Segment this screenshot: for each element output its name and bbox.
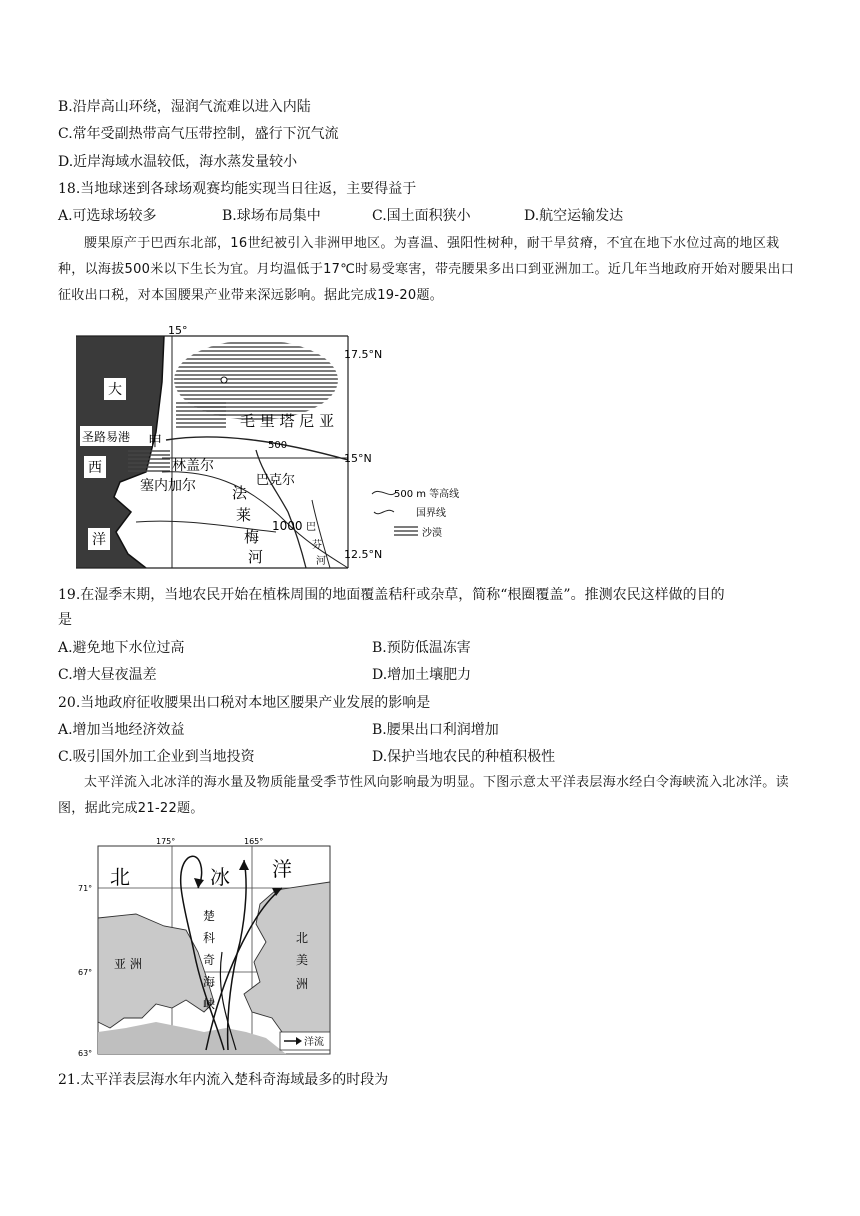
label-na-1: 北 bbox=[296, 931, 309, 945]
q19-option-d: D.增加土壤肥力 bbox=[372, 667, 472, 683]
label-strait-2: 科 bbox=[203, 931, 216, 945]
q20-option-d: D.保护当地农民的种植积极性 bbox=[372, 749, 556, 765]
label-strait-1: 楚 bbox=[203, 909, 216, 923]
label-bafing-1: 巴 bbox=[306, 522, 316, 533]
passage-bering bbox=[58, 770, 798, 822]
legend-current: 洋流 bbox=[304, 1037, 324, 1048]
label-contour-500: 500 bbox=[268, 440, 288, 451]
legend-border: 国界线 bbox=[416, 508, 446, 519]
label-ocean-yang: 洋 bbox=[272, 857, 292, 881]
label-lon-175: 175° bbox=[156, 837, 176, 846]
label-strait-4: 海 bbox=[203, 975, 216, 989]
label-strait-3: 奇 bbox=[203, 953, 216, 967]
label-lat-71: 71° bbox=[78, 884, 93, 893]
label-bakel: 巴克尔 bbox=[256, 473, 296, 488]
passage-cashew-text: 腰果原产于巴西东北部，16世纪被引入非洲甲地区。为喜温、强阳性树种，耐干旱贫瘠，不宜在地下水位过高的地区栽种，以海拔500米以下生长为宜。月均温低于17℃时易受寒害，带壳腰果多出口到亚洲加工。近几年当地政府开始对腰果出口征收出口税，对本国腰果产业带来深远影响。据此完成19-20题。 bbox=[58, 236, 795, 303]
legend-contour: 500 m 等高线 bbox=[394, 489, 460, 500]
q19-option-b: B.预防低温冻害 bbox=[372, 640, 471, 656]
passage-bering-text: 太平洋流入北冰洋的海水量及物质能量受季节性风向影响最为明显。下图示意太平洋表层海水经白令海峡流入北冰洋。读图，据此完成21-22题。 bbox=[58, 775, 789, 816]
q21-stem: 21.太平洋表层海水年内流入楚科奇海域最多的时段为 bbox=[58, 1072, 389, 1088]
label-lat-12-5: 12.5°N bbox=[344, 548, 383, 561]
label-saint-louis: 圣路易港 bbox=[82, 430, 131, 444]
label-ocean-bing: 冰 bbox=[210, 865, 230, 889]
label-lon-15: 15° bbox=[168, 324, 188, 337]
q18-option-a: A.可选球场较多 bbox=[58, 208, 157, 224]
label-lat-67: 67° bbox=[78, 968, 93, 977]
legend-desert-symbol bbox=[394, 526, 418, 538]
q18-option-d: D.航空运输发达 bbox=[524, 208, 624, 224]
label-ocean-da: 大 bbox=[108, 382, 122, 398]
q20-option-a: A.增加当地经济效益 bbox=[58, 722, 185, 738]
label-ocean-yang: 洋 bbox=[92, 532, 106, 548]
q17-option-d: D.近岸海域水温较低，海水蒸发量较小 bbox=[58, 154, 298, 170]
q19-option-c: C.增大昼夜温差 bbox=[58, 667, 157, 683]
legend-desert: 沙漠 bbox=[422, 528, 442, 539]
label-bafing-3: 河 bbox=[316, 556, 326, 567]
label-faleme-3: 梅 bbox=[244, 528, 260, 546]
label-faleme-1: 法 bbox=[232, 484, 248, 502]
label-linguere: 林盖尔 bbox=[172, 458, 214, 474]
label-lat-63: 63° bbox=[78, 1049, 93, 1058]
q19-stem-line1: 19.在湿季末期，当地农民开始在植株周围的地面覆盖秸秆或杂草，简称“根圈覆盖”。推测农民这样做的目的 bbox=[58, 587, 725, 603]
map-senegal bbox=[76, 322, 476, 570]
label-contour-1000: 1000 bbox=[272, 519, 303, 533]
q20-option-b: B.腰果出口利润增加 bbox=[372, 722, 499, 738]
label-strait-5: 峡 bbox=[203, 997, 216, 1011]
label-bafing-2: 芬 bbox=[312, 540, 322, 551]
q20-stem: 20.当地政府征收腰果出口税对本地区腰果产业发展的影响是 bbox=[58, 695, 431, 711]
label-senegal: 塞内加尔 bbox=[140, 478, 196, 494]
q20-option-c: C.吸引国外加工企业到当地投资 bbox=[58, 749, 255, 765]
passage-cashew bbox=[58, 231, 798, 309]
label-na-3: 洲 bbox=[296, 977, 309, 991]
label-region-jia: 甲 bbox=[148, 434, 162, 450]
q18-option-b: B.球场布局集中 bbox=[222, 208, 321, 224]
map-bering-strait bbox=[76, 832, 336, 1058]
label-lat-17-5: 17.5°N bbox=[344, 348, 383, 361]
label-asia: 亚 洲 bbox=[114, 957, 142, 971]
q17-option-b: B.沿岸高山环绕，湿润气流难以进入内陆 bbox=[58, 99, 311, 115]
label-lat-15: 15°N bbox=[344, 452, 372, 465]
label-na-2: 美 bbox=[296, 953, 309, 967]
q17-option-c: C.常年受副热带高气压带控制，盛行下沉气流 bbox=[58, 126, 339, 142]
label-ocean-xi: 西 bbox=[88, 460, 102, 476]
label-faleme-4: 河 bbox=[248, 548, 264, 566]
label-ocean-bei: 北 bbox=[110, 865, 130, 889]
q19-option-a: A.避免地下水位过高 bbox=[58, 640, 185, 656]
q19-stem-line2: 是 bbox=[58, 612, 72, 628]
q18-stem: 18.当地球迷到各球场观赛均能实现当日往返，主要得益于 bbox=[58, 181, 417, 197]
label-lon-165: 165° bbox=[244, 837, 264, 846]
q18-option-c: C.国土面积狭小 bbox=[372, 208, 471, 224]
label-mauritania: 毛 里 塔 尼 亚 bbox=[240, 412, 335, 430]
label-faleme-2: 莱 bbox=[236, 506, 252, 524]
